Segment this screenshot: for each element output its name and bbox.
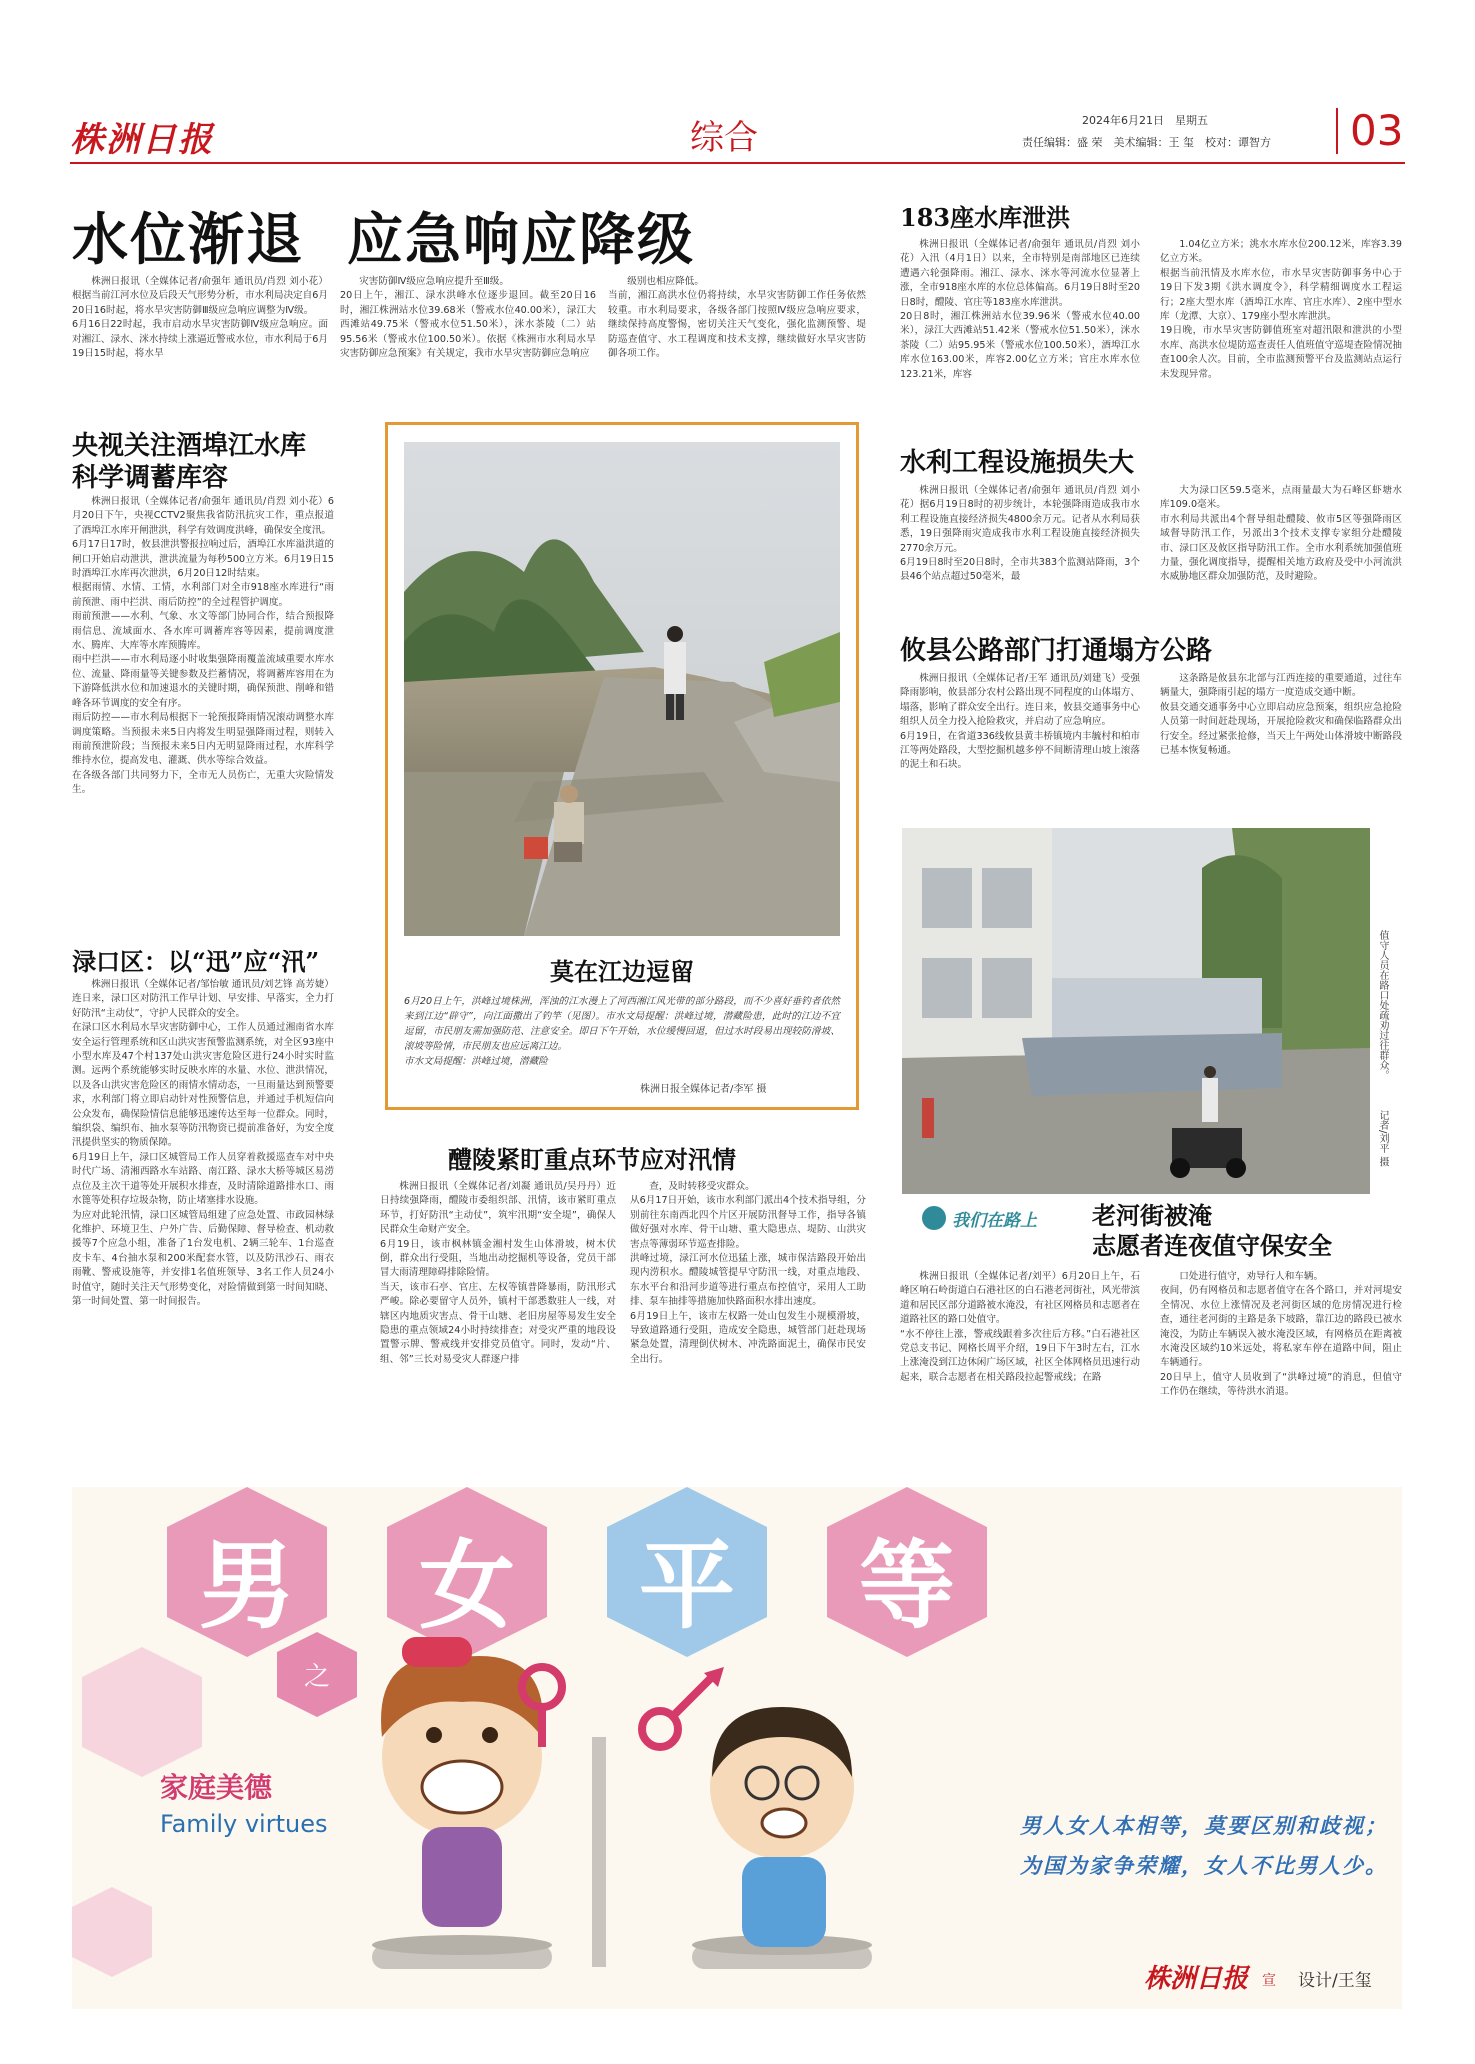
- lukou-headline: 渌口区：以“迅”应“汛”: [72, 947, 320, 976]
- cctv-body: 株洲日报讯（全媒体记者/俞强年 通讯员/肖烈 刘小花）6月20日下午，央视CCTV2聚焦我省防汛抗灾工作，重点报道了酒埠江水库开闸泄洪，科学有效调度洪峰，确保安全度汛。 6月17日17时，攸县泄洪警报拉响过后，酒埠江水库溢洪道的闸口开始启动泄洪，泄洪流量为每秒500立方米。6月19日15时酒埠江水库再次泄洪，6月20日12时结束。 根据雨情、水情、工情，水利部门对全市918座水库进行“雨前预泄、雨中拦洪、雨后防控”的全过程管护调度。 雨前预泄——水利、气象、水文等部门协同合作，结合预报降雨信息、流域面水、各水库可调蓄库容等因素，提前调度泄水、腾库、大库等水库预腾库。 雨中拦洪——市水利局逐小时收集强降雨覆盖流域重要水库水位、流量、降雨量等关键参数及拦蓄情况，将调蓄库容用在为下游降低洪水位和加速退水的关键时期，确保预泄、削峰和错峰各环节调度的安全有序。 雨后防控——市水利局根据下一轮预报降雨情况滚动调整水库调度策略。当预报未来5日内将发生明显强降雨过程，则转入雨前预泄阶段；当预报未来5日内无明显降雨过程，水库科学维持水位，提高发电、灌溉、供水等综合效益。 在各级各部门共同努力下，全市无人员伤亡，无重大灾险情发生。: [72, 496, 334, 796]
- facilities-headline: 水利工程设施损失大: [900, 448, 1135, 478]
- liling-headline: 醴陵紧盯重点环节应对汛情: [448, 1145, 736, 1174]
- cctv-headline-1: 央视关注酒埠江水库: [72, 431, 307, 461]
- flooded-street-photo: [902, 828, 1370, 1194]
- photo-feature-title: 莫在江边逗留: [550, 957, 694, 986]
- ad-slogan-1: 男人女人本相等，莫要区别和歧视；: [1020, 1813, 1388, 1838]
- ad-char-3: 平: [639, 1529, 735, 1642]
- issue-date: 2024年6月21日 星期五: [1082, 114, 1208, 127]
- laohe-headline-1: 老河街被淹: [1092, 1201, 1212, 1230]
- ad-footer-design: 设计/王玺: [1298, 1971, 1372, 1991]
- masthead-rule: [70, 162, 1405, 164]
- facilities-col-2: 大为渌口区59.5毫米，点雨量最大为石峰区虾塘水库109.0毫米。 市水利局共派出4个督导组赴醴陵、攸市5区等强降雨区域督导防汛工作，另派出3个技术支撑专家组分赴醴陵市、渌口区及攸区指导防汛工作。全市水利系统加强值班力量，强化调度指导，提醒相关地方政府及受中小河流洪水威胁地区群众加强防范，及时避险。: [1160, 485, 1402, 583]
- ad-cn-title: 家庭美德: [160, 1771, 273, 1804]
- laohe-col-2: 口处进行值守，劝导行人和车辆。 夜间，仍有网格员和志愿者值守在各个路口，并对河堤安全情况、水位上涨情况及老河街区域的危房情况进行检查，通往老河街的主路是条下坡路，靠江边的路段已被水淹没，为防止车辆误入被水淹没区域，有网格员在距离被水淹没区域约10米远处，将私家车停在道路中间，阻止车辆通行。 20日早上，值守人员收到了“洪峰过境”的消息，但值守工作仍在继续，等待洪水消退。: [1160, 1271, 1402, 1398]
- road-badge-icon: [922, 1206, 946, 1230]
- youxian-col-1: 株洲日报讯（全媒体记者/王军 通讯员/刘建飞）受强降雨影响，攸县部分农村公路出现不同程度的山体塌方、塌落，影响了群众安全出行。连日来，攸县交通事务中心组织人员全力投入抢险救灾，并启动了应急响应。 6月19日，在省道336线攸县黄丰桥镇境内丰毓村和柏市江等两处路段，大型挖掘机越多停不间断清理山坡上滚落的泥土和石块。: [900, 673, 1140, 771]
- on-the-road-badge: 我们在路上: [952, 1211, 1037, 1231]
- lukou-body: 株洲日报讯（全媒体记者/邹怡敏 通讯员/刘艺锋 高芳婕）连日来，渌口区对防汛工作早计划、早安排、早落实，全力打好防汛“主动仗”，守护人民群众的安全。 在渌口区水利局水旱灾害防御中心，工作人员通过湘南省水库安全运行管理系统和区山洪灾害预警监测系统，对全区93座中小型水库及47个村137处山洪灾害危险区进行24小时实时监测。远两个系统能够实时反映水库的水量、水位、泄洪情况，以及各山洪灾害危险区的雨情水情动态，一旦雨量达到预警要求，水利部门将立即启动针对性预警信息，并通过手机短信向公众发布，确保险情信息能够迅速传达至每一位群众。同时，编织袋、编织布、抽水泵等防汛物资已提前准备好，为安全度汛提供坚实的物质保障。 6月19日上午，渌口区城管局工作人员穿着救援巡查车对中央时代广场、清湘西路水车站路、南江路、渌水大桥等城区易涝点位及主次干道等处开展积水排查，及时清除道路排水口、雨水篦等处积存垃圾杂物，防止堵塞排水设施。 为应对此轮汛情，渌口区城管局组建了应急处置、市政园林绿化维护、环境卫生、户外广告、后勤保障、督导检查、机动救援等7个应急小组，准备了1台发电机、2辆三轮车、1台巡查皮卡车、4台抽水泵和200米配套水管，以及防汛沙石、雨衣雨靴、警戒设施等，并安排1名值班领导、3名工作人员24小时值守，随时关注天气形势变化，对险情做到第一时间知晓、第一时间处置、第一时间报告。: [72, 979, 334, 1307]
- laohe-headline-2: 志愿者连夜值守保安全: [1092, 1231, 1332, 1260]
- laohe-col-1: 株洲日报讯（全媒体记者/刘平）6月20日上午，石峰区响石岭街道白石港社区的白石港老河街社，风光带滨道和居民区部分道路被水淹没，有社区网格员和志愿者在道路社区的路口处值守。 “水不停往上涨，警戒线跟着多次往后方移。”白石港社区党总支书记、网格长周平介绍，19日下午3时左右，江水上涨淹没到江边休闲广场区域，社区全体网格员迅速行动起来，联合志愿者在相关路段拉起警戒线；在路: [900, 1271, 1140, 1383]
- reservoir-col-2: 1.04亿立方米；洮水水库水位200.12米，库容3.39亿立方米。 根据当前汛情及水库水位，市水旱灾害防御事务中心于19日下发3期《洪水调度令》，科学精细调度水工程运行；2座大型水库（酒埠江水库、官庄水库）、2座中型水库（龙潭、大京）、179座小型水库泄洪。 19日晚，市水旱灾害防御值班室对超汛限和泄洪的小型水库、高洪水位堤防巡查责任人值班值守巡堤查险情况抽查100余人次。目前，全市监测预警平台及监测站点运行未发现异常。: [1160, 239, 1402, 380]
- ad-zhi: 之: [303, 1662, 330, 1692]
- riverside-photo: [404, 442, 840, 936]
- ad-footer-logo: 株洲日报: [1144, 1964, 1249, 1994]
- youxian-headline: 攸县公路部门打通塌方公路: [900, 636, 1213, 666]
- lead-col-1: 株洲日报讯（全媒体记者/俞强年 通讯员/肖烈 刘小花）根据当前江河水位及后段天气形势分析，市水利局决定自6月20日16时起，将水旱灾害防御Ⅲ级应急响应调整为Ⅳ级。 6月16日22时起，我市启动水旱灾害防御Ⅳ级应急响应。面对湘江、渌水、洣水持续上涨逼近警戒水位，市水利局于6月19日15时起，将水旱: [72, 276, 328, 360]
- lead-col-2: 灾害防御Ⅳ级应急响应提升至Ⅲ级。 20日上午，湘江、渌水洪峰水位逐步退回。截至20日16时，湘江株洲站水位39.68米（警戒水位40.00米），渌江大西滩站49.75米（警戒水位51.50米），洣水茶陵（二）站95.56米（警戒水位100.50米）。依据《株洲市水利局水旱灾害防御应急预案》有关规定，我市水旱灾害防御应急响应: [340, 276, 596, 360]
- ad-en-title: Family virtues: [160, 1810, 328, 1838]
- liling-col-1: 株洲日报讯（全媒体记者/刘凝 通讯员/吴丹丹）近日持续强降雨，醴陵市委组织部、汛情，该市紧盯重点环节，打好防汛“主动仗”，筑牢汛期“安全堤”，确保人民群众生命财产安全。 6月19日，该市枫林镇金湘村发生山体滑坡，树木伏倒，群众出行受阻，当地出动挖掘机等设备，党员干部冒大雨清理障碍排除险情。 当天，该市石亭、官庄、左权等镇普降暴雨，防汛形式严峻。除必要留守人员外，镇村干部悉数驻人一线，对辖区内地质灾害点、骨干山塘、老旧房屋等易发生安全隐患的重点领域24小时持续排查；对受灾严重的地段设置警示牌、警戒线并安排党员值守。同时，发动“片、组、邻”三长对易受灾人群逐户排: [380, 1181, 616, 1365]
- lead-headline: 水位渐退 应急响应降级: [72, 207, 695, 273]
- section-title: 综合: [690, 118, 758, 158]
- cctv-headline-2: 科学调蓄库容: [72, 463, 229, 493]
- reservoir-col-1: 株洲日报讯（全媒体记者/俞强年 通讯员/肖烈 刘小花）入汛（4月1日）以来，全市特别是南部地区已连续遭遇六轮强降雨。湘江、渌水、洣水等河流水位显著上涨，全市918座水库的水位总体偏高。6月19日8时至20日8时，醴陵、官庄等183座水库泄洪。 20日8时，湘江株洲站水位39.96米（警戒水位40.00米），渌江大西滩站51.42米（警戒水位51.50米），洣水茶陵（二）站95.95米（警戒水位100.50米），酒埠江水库水位163.00米，库容2.00亿立方米；官庄水库水位123.21米，库容: [900, 239, 1140, 380]
- flood-photo-credit: 记者/刘平 摄: [1377, 1110, 1388, 1167]
- ad-char-1: 男: [199, 1529, 295, 1642]
- flood-photo-caption: 值守人员在路口处疏劝过往群众。: [1377, 930, 1388, 1080]
- ad-footer-xuan: 宣: [1262, 1973, 1276, 1989]
- liling-col-2: 查，及时转移受灾群众。 从6月17日开始，该市水利部门派出4个技术指导组，分别前往东南西北四个片区开展防汛督导工作，指导各镇做好强对水库、骨干山塘、重大隐患点、堤防、山洪灾害点等薄弱环节巡查排险。 洪峰过境，渌江河水位迅猛上涨，城市保洁路段开始出现内涝积水。醴陵城管提早守防汛一线，对重点地段、东水平台和沿河步道等进行重点布控值守，采用人工助排、泵车抽排等措施加快路面积水排出速度。 6月19日上午，该市左权路一处山包发生小规模滑坡，导致道路通行受阻，造成安全隐患，城管部门赶赴现场紧急处置，清理倒伏树木、冲洗路面泥土，确保市民安全出行。: [630, 1181, 866, 1365]
- reservoir-headline: 183座水库泄洪: [900, 203, 1071, 232]
- masthead-logo: 株洲日报: [70, 120, 214, 160]
- editors-line: 责任编辑：盛 荣 美术编辑：王 玺 校对：谭智方: [1022, 136, 1271, 149]
- photo-feature-caption: 6月20日上午，洪峰过境株洲，浑浊的江水漫上了河西湘江风光带的部分路段，而不少喜好垂钓者依然来到江边“辟守”，向江面撒出了钓竿（见图）。市水文局提醒：洪峰过境，潜藏险患，此时的江边不宜逗留，市民朋友需加强防范、注意安全。即日下午开始，水位缓慢回退，但过水时段易出现较防滑坡、滚坡等险情，市民朋友也应远离江边。 市水文局提醒：洪峰过境，潜藏险: [404, 996, 840, 1067]
- facilities-col-1: 株洲日报讯（全媒体记者/俞强年 通讯员/肖烈 刘小花）据6月19日8时的初步统计，本轮强降雨造成我市水利工程设施直接经济损失4800余万元。记者从水利局获悉，19日强降雨灾造成我市水利工程设施直接经济损失2770余万元。 6月19日8时至20日8时，全市共383个监测站降雨，3个县46个站点超过50毫米，最: [900, 485, 1140, 583]
- page-divider: [1336, 108, 1338, 154]
- youxian-col-2: 这条路是攸县东北部与江西连接的重要通道，过往车辆量大，强降雨引起的塌方一度造成交通中断。 攸县交通交通事务中心立即启动应急预案，组织应急抢险人员第一时间赶赴现场，开展抢险救灾和确保临路群众出行安全。经过紧张抢修，当天上午两处山体滑坡中断路段已基本恢复畅通。: [1160, 673, 1402, 757]
- lead-col-3: 级别也相应降低。 当前，湘江高洪水位仍将持续，水旱灾害防御工作任务依然较重。市水利局要求，各级各部门按照Ⅳ级应急响应要求，继续保持高度警惕，密切关注天气变化，强化监测预警、堤防巡查值守、水工程调度和技术支撑，继续做好水旱灾害防御各项工作。: [608, 276, 866, 360]
- ad-char-2: 女: [419, 1529, 515, 1642]
- ad-char-4: 等: [859, 1529, 955, 1642]
- photo-feature-credit: 株洲日报全媒体记者/李军 摄: [640, 1084, 767, 1095]
- page-number: 03: [1350, 106, 1404, 155]
- ad-slogan-2: 为国为家争荣耀，女人不比男人少。: [1020, 1853, 1388, 1878]
